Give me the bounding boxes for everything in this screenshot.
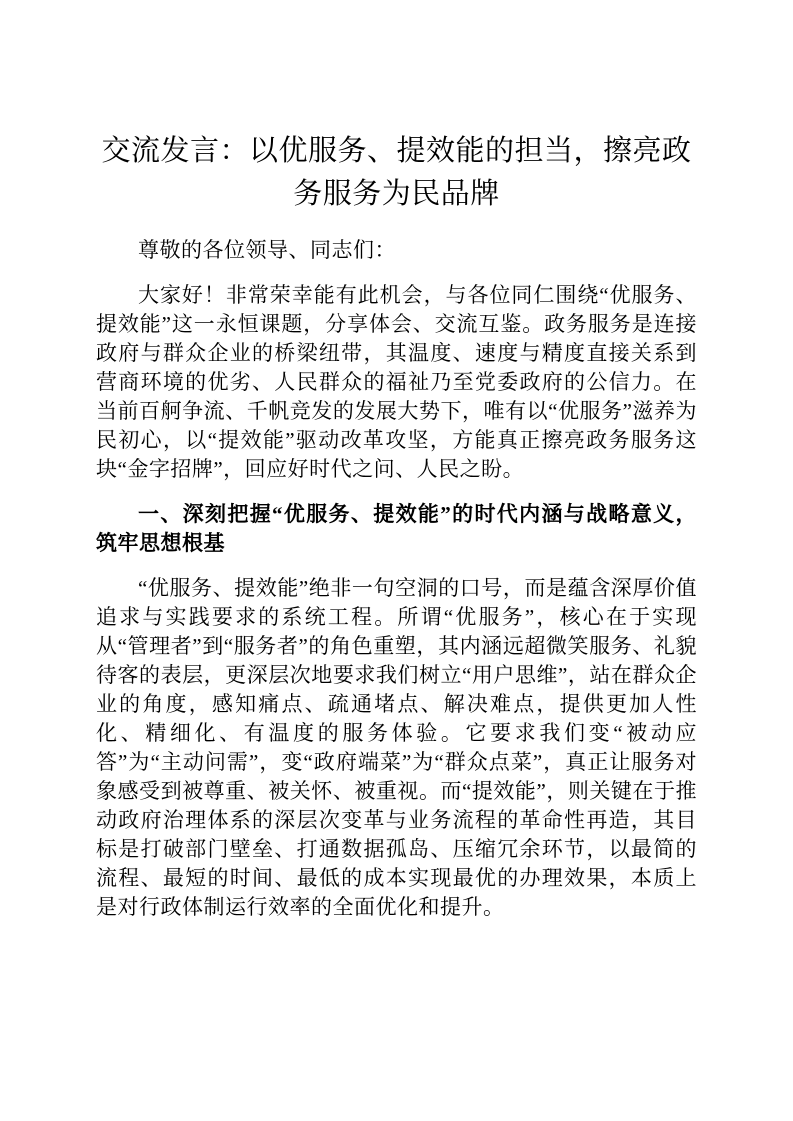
intro-paragraph: 大家好！非常荣幸能有此机会，与各位同仁围绕“优服务、提效能”这一永恒课题，分享体会、交流互鉴。政务服务是连接政府与群众企业的桥梁纽带，其温度、速度与精度直接关系到营商环境的优劣、人民群众的福祉乃至党委政府的公信力。在当前百舸争流、千帆竞发的发展大势下，唯有以“优服务”滋养为民初心，以“提效能”驱动改革攻坚，方能真正擦亮政务服务这块“金字招牌”，回应好时代之问、人民之盼。: [96, 283, 697, 481]
section-1-paragraph: “优服务、提效能”绝非一句空洞的口号，而是蕴含深厚价值追求与实践要求的系统工程。所谓“优服务”，核心在于实现从“管理者”到“服务者”的角色重塑，其内涵远超微笑服务、礼貌待客的表层，更深层次地要求我们树立“用户思维”，站在群众企业的角度，感知痛点、疏通堵点、解决难点，提供更加人性化、精细化、有温度的服务体验。它要求我们变“被动应答”为“主动问需”，变“政府端菜”为“群众点菜”，真正让服务对象感受到被尊重、被关怀、被重视。而“提效能”，则关键在于推动政府治理体系的深层次变革与业务流程的革命性再造，其目标是打破部门壁垒、打通数据孤岛、压缩冗余环节，以最简的流程、最短的时间、最低的成本实现最优的办理效果，本质上是对行政体制运行效率的全面优化和提升。: [96, 576, 697, 919]
document-title: 交流发言：以优服务、提效能的担当，擦亮政务服务为民品牌: [101, 135, 692, 210]
section-1-heading: 一、深刻把握“优服务、提效能”的时代内涵与战略意义，筑牢思想根基: [96, 502, 697, 555]
greeting-line: 尊敬的各位领导、同志们：: [138, 238, 396, 262]
